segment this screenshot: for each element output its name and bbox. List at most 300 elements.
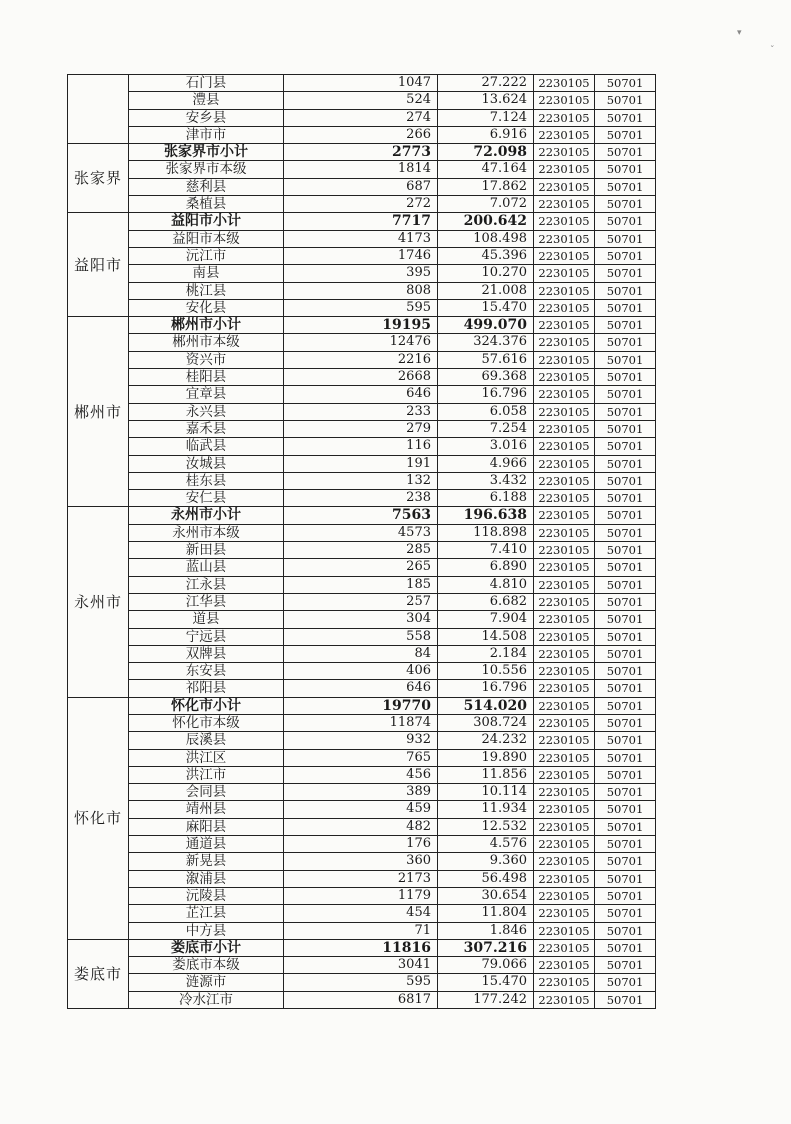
count-cell: 454 [284,905,438,922]
county-name-cell: 桑植县 [129,196,284,213]
county-name-cell: 益阳市本级 [129,230,284,247]
economic-code-cell: 50701 [595,317,656,334]
count-cell: 11874 [284,714,438,731]
table-row [68,714,656,731]
economic-code-cell: 50701 [595,593,656,610]
subject-code-cell: 2230105 [534,853,595,870]
economic-code-cell: 50701 [595,178,656,195]
county-name-cell: 汝城县 [129,455,284,472]
amount-cell: 30.654 [438,887,534,904]
amount-cell: 11.804 [438,905,534,922]
economic-code-cell: 50701 [595,369,656,386]
economic-code-cell: 50701 [595,507,656,524]
county-name-cell: 沅陵县 [129,887,284,904]
city-cell: 张家界 [68,144,129,213]
table-row [68,386,656,403]
subject-code-cell: 2230105 [534,507,595,524]
table-row [68,559,656,576]
count-cell: 765 [284,749,438,766]
city-cell: 怀化市 [68,697,129,939]
economic-code-cell: 50701 [595,455,656,472]
amount-cell: 514.020 [438,697,534,714]
subtotal-row [68,697,656,714]
county-name-cell: 桃江县 [129,282,284,299]
economic-code-cell: 50701 [595,991,656,1008]
count-cell: 595 [284,299,438,316]
economic-code-cell: 50701 [595,438,656,455]
county-name-cell: 益阳市小计 [129,213,284,230]
amount-cell: 79.066 [438,957,534,974]
subject-code-cell: 2230105 [534,922,595,939]
subtotal-row [68,507,656,524]
subject-code-cell: 2230105 [534,109,595,126]
amount-cell: 177.242 [438,991,534,1008]
economic-code-cell: 50701 [595,282,656,299]
economic-code-cell: 50701 [595,663,656,680]
subject-code-cell: 2230105 [534,317,595,334]
table-row [68,109,656,126]
amount-cell: 200.642 [438,213,534,230]
county-name-cell: 靖州县 [129,801,284,818]
county-name-cell: 安化县 [129,299,284,316]
subject-code-cell: 2230105 [534,801,595,818]
economic-code-cell: 50701 [595,161,656,178]
subject-code-cell: 2230105 [534,75,595,92]
economic-code-cell: 50701 [595,265,656,282]
economic-code-cell: 50701 [595,299,656,316]
county-name-cell: 中方县 [129,922,284,939]
county-name-cell: 双牌县 [129,645,284,662]
table-row [68,887,656,904]
economic-code-cell: 50701 [595,334,656,351]
amount-cell: 2.184 [438,645,534,662]
economic-code-cell: 50701 [595,870,656,887]
count-cell: 2668 [284,369,438,386]
subject-code-cell: 2230105 [534,351,595,368]
amount-cell: 24.232 [438,732,534,749]
amount-cell: 307.216 [438,939,534,956]
count-cell: 595 [284,974,438,991]
economic-code-cell: 50701 [595,887,656,904]
amount-cell: 11.934 [438,801,534,818]
count-cell: 285 [284,542,438,559]
subject-code-cell: 2230105 [534,576,595,593]
amount-cell: 6.916 [438,126,534,143]
county-name-cell: 澧县 [129,92,284,109]
county-name-cell: 道县 [129,611,284,628]
count-cell: 1814 [284,161,438,178]
count-cell: 272 [284,196,438,213]
count-cell: 687 [284,178,438,195]
amount-cell: 4.576 [438,836,534,853]
city-cell: 永州市 [68,507,129,697]
count-cell: 12476 [284,334,438,351]
amount-cell: 45.396 [438,247,534,264]
county-name-cell: 娄底市小计 [129,939,284,956]
amount-cell: 57.616 [438,351,534,368]
economic-code-cell: 50701 [595,75,656,92]
amount-cell: 10.556 [438,663,534,680]
count-cell: 7717 [284,213,438,230]
amount-cell: 47.164 [438,161,534,178]
amount-cell: 14.508 [438,628,534,645]
economic-code-cell: 50701 [595,766,656,783]
scan-speck: ▾ [737,28,742,38]
subject-code-cell: 2230105 [534,836,595,853]
amount-cell: 10.270 [438,265,534,282]
county-name-cell: 冷水江市 [129,991,284,1008]
economic-code-cell: 50701 [595,801,656,818]
table-row [68,420,656,437]
subject-code-cell: 2230105 [534,939,595,956]
count-cell: 646 [284,386,438,403]
subject-code-cell: 2230105 [534,386,595,403]
economic-code-cell: 50701 [595,524,656,541]
county-name-cell: 蓝山县 [129,559,284,576]
county-name-cell: 洪江市 [129,766,284,783]
count-cell: 456 [284,766,438,783]
amount-cell: 19.890 [438,749,534,766]
subject-code-cell: 2230105 [534,887,595,904]
table-row [68,766,656,783]
subject-code-cell: 2230105 [534,818,595,835]
count-cell: 360 [284,853,438,870]
table-row [68,196,656,213]
count-cell: 11816 [284,939,438,956]
economic-code-cell: 50701 [595,92,656,109]
count-cell: 646 [284,680,438,697]
amount-cell: 10.114 [438,784,534,801]
amount-cell: 324.376 [438,334,534,351]
table-row [68,974,656,991]
economic-code-cell: 50701 [595,784,656,801]
count-cell: 4173 [284,230,438,247]
county-name-cell: 宜章县 [129,386,284,403]
county-name-cell: 桂东县 [129,472,284,489]
table-row [68,247,656,264]
count-cell: 279 [284,420,438,437]
table-row [68,836,656,853]
county-name-cell: 怀化市本级 [129,714,284,731]
table-row [68,369,656,386]
amount-cell: 72.098 [438,144,534,161]
county-name-cell: 祁阳县 [129,680,284,697]
table-row [68,92,656,109]
economic-code-cell: 50701 [595,697,656,714]
table-row [68,905,656,922]
amount-cell: 4.966 [438,455,534,472]
count-cell: 1179 [284,887,438,904]
county-name-cell: 宁远县 [129,628,284,645]
economic-code-cell: 50701 [595,542,656,559]
subject-code-cell: 2230105 [534,628,595,645]
economic-code-cell: 50701 [595,247,656,264]
economic-code-cell: 50701 [595,939,656,956]
subject-code-cell: 2230105 [534,455,595,472]
economic-code-cell: 50701 [595,974,656,991]
table-row [68,593,656,610]
amount-cell: 196.638 [438,507,534,524]
economic-code-cell: 50701 [595,836,656,853]
city-cell: 益阳市 [68,213,129,317]
count-cell: 238 [284,490,438,507]
table-row [68,957,656,974]
subject-code-cell: 2230105 [534,645,595,662]
amount-cell: 3.432 [438,472,534,489]
table-row [68,403,656,420]
table-row [68,524,656,541]
subject-code-cell: 2230105 [534,784,595,801]
economic-code-cell: 50701 [595,144,656,161]
subject-code-cell: 2230105 [534,403,595,420]
city-cell [68,75,129,144]
county-name-cell: 永兴县 [129,403,284,420]
subject-code-cell: 2230105 [534,299,595,316]
table-row [68,853,656,870]
table-row [68,230,656,247]
table-row [68,749,656,766]
scan-speck: ˇ [770,46,775,56]
subtotal-row [68,317,656,334]
county-name-cell: 郴州市本级 [129,334,284,351]
county-name-cell: 临武县 [129,438,284,455]
amount-cell: 7.072 [438,196,534,213]
subject-code-cell: 2230105 [534,559,595,576]
table-row [68,801,656,818]
amount-cell: 16.796 [438,386,534,403]
county-name-cell: 辰溪县 [129,732,284,749]
economic-code-cell: 50701 [595,645,656,662]
economic-code-cell: 50701 [595,109,656,126]
amount-cell: 17.862 [438,178,534,195]
table-row [68,490,656,507]
economic-code-cell: 50701 [595,749,656,766]
county-name-cell: 新田县 [129,542,284,559]
economic-code-cell: 50701 [595,213,656,230]
table-row [68,472,656,489]
count-cell: 116 [284,438,438,455]
table-row [68,75,656,92]
economic-code-cell: 50701 [595,628,656,645]
count-cell: 266 [284,126,438,143]
economic-code-cell: 50701 [595,351,656,368]
count-cell: 265 [284,559,438,576]
table-row [68,282,656,299]
count-cell: 6817 [284,991,438,1008]
allocation-table-body [68,75,656,1009]
subject-code-cell: 2230105 [534,611,595,628]
amount-cell: 6.058 [438,403,534,420]
subject-code-cell: 2230105 [534,282,595,299]
amount-cell: 4.810 [438,576,534,593]
amount-cell: 6.682 [438,593,534,610]
table-row [68,178,656,195]
county-name-cell: 溆浦县 [129,870,284,887]
amount-cell: 6.188 [438,490,534,507]
count-cell: 19195 [284,317,438,334]
count-cell: 191 [284,455,438,472]
county-name-cell: 麻阳县 [129,818,284,835]
subject-code-cell: 2230105 [534,472,595,489]
amount-cell: 56.498 [438,870,534,887]
subject-code-cell: 2230105 [534,732,595,749]
table-row [68,299,656,316]
economic-code-cell: 50701 [595,420,656,437]
county-name-cell: 会同县 [129,784,284,801]
table-row [68,334,656,351]
count-cell: 1047 [284,75,438,92]
subject-code-cell: 2230105 [534,92,595,109]
county-name-cell: 新晃县 [129,853,284,870]
county-name-cell: 东安县 [129,663,284,680]
table-row [68,870,656,887]
amount-cell: 21.008 [438,282,534,299]
subject-code-cell: 2230105 [534,905,595,922]
city-cell: 郴州市 [68,317,129,507]
subject-code-cell: 2230105 [534,196,595,213]
subject-code-cell: 2230105 [534,524,595,541]
economic-code-cell: 50701 [595,957,656,974]
table-row [68,784,656,801]
economic-code-cell: 50701 [595,403,656,420]
count-cell: 176 [284,836,438,853]
table-row [68,628,656,645]
count-cell: 257 [284,593,438,610]
amount-cell: 499.070 [438,317,534,334]
subject-code-cell: 2230105 [534,126,595,143]
economic-code-cell: 50701 [595,680,656,697]
economic-code-cell: 50701 [595,732,656,749]
county-name-cell: 洪江区 [129,749,284,766]
subject-code-cell: 2230105 [534,144,595,161]
county-name-cell: 南县 [129,265,284,282]
table-row [68,126,656,143]
subtotal-row [68,939,656,956]
subject-code-cell: 2230105 [534,957,595,974]
count-cell: 1746 [284,247,438,264]
count-cell: 389 [284,784,438,801]
county-name-cell: 慈利县 [129,178,284,195]
count-cell: 482 [284,818,438,835]
subject-code-cell: 2230105 [534,334,595,351]
county-name-cell: 芷江县 [129,905,284,922]
count-cell: 304 [284,611,438,628]
county-name-cell: 娄底市本级 [129,957,284,974]
subject-code-cell: 2230105 [534,369,595,386]
county-name-cell: 津市市 [129,126,284,143]
amount-cell: 7.124 [438,109,534,126]
count-cell: 932 [284,732,438,749]
economic-code-cell: 50701 [595,611,656,628]
economic-code-cell: 50701 [595,196,656,213]
county-name-cell: 郴州市小计 [129,317,284,334]
count-cell: 3041 [284,957,438,974]
amount-cell: 1.846 [438,922,534,939]
table-row [68,922,656,939]
amount-cell: 11.856 [438,766,534,783]
economic-code-cell: 50701 [595,490,656,507]
table-row [68,818,656,835]
subject-code-cell: 2230105 [534,974,595,991]
economic-code-cell: 50701 [595,576,656,593]
economic-code-cell: 50701 [595,853,656,870]
amount-cell: 9.360 [438,853,534,870]
economic-code-cell: 50701 [595,472,656,489]
count-cell: 2773 [284,144,438,161]
subject-code-cell: 2230105 [534,420,595,437]
amount-cell: 27.222 [438,75,534,92]
table-row [68,265,656,282]
amount-cell: 12.532 [438,818,534,835]
subject-code-cell: 2230105 [534,680,595,697]
amount-cell: 69.368 [438,369,534,386]
subject-code-cell: 2230105 [534,991,595,1008]
economic-code-cell: 50701 [595,559,656,576]
subject-code-cell: 2230105 [534,438,595,455]
subject-code-cell: 2230105 [534,697,595,714]
county-name-cell: 江华县 [129,593,284,610]
amount-cell: 15.470 [438,974,534,991]
amount-cell: 6.890 [438,559,534,576]
count-cell: 406 [284,663,438,680]
table-row [68,991,656,1008]
county-name-cell: 沅江市 [129,247,284,264]
county-name-cell: 张家界市本级 [129,161,284,178]
county-name-cell: 怀化市小计 [129,697,284,714]
economic-code-cell: 50701 [595,230,656,247]
table-row [68,732,656,749]
economic-code-cell: 50701 [595,126,656,143]
count-cell: 7563 [284,507,438,524]
amount-cell: 7.410 [438,542,534,559]
county-name-cell: 嘉禾县 [129,420,284,437]
subject-code-cell: 2230105 [534,230,595,247]
subject-code-cell: 2230105 [534,663,595,680]
count-cell: 459 [284,801,438,818]
economic-code-cell: 50701 [595,714,656,731]
amount-cell: 3.016 [438,438,534,455]
subject-code-cell: 2230105 [534,766,595,783]
count-cell: 4573 [284,524,438,541]
subject-code-cell: 2230105 [534,265,595,282]
amount-cell: 7.254 [438,420,534,437]
table-row [68,611,656,628]
county-name-cell: 张家界市小计 [129,144,284,161]
subject-code-cell: 2230105 [534,178,595,195]
subject-code-cell: 2230105 [534,161,595,178]
subtotal-row [68,144,656,161]
county-name-cell: 永州市小计 [129,507,284,524]
count-cell: 524 [284,92,438,109]
count-cell: 558 [284,628,438,645]
county-name-cell: 安仁县 [129,490,284,507]
county-name-cell: 安乡县 [129,109,284,126]
county-name-cell: 石门县 [129,75,284,92]
table-row [68,455,656,472]
subject-code-cell: 2230105 [534,749,595,766]
amount-cell: 16.796 [438,680,534,697]
count-cell: 2173 [284,870,438,887]
count-cell: 185 [284,576,438,593]
subject-code-cell: 2230105 [534,593,595,610]
county-name-cell: 永州市本级 [129,524,284,541]
county-name-cell: 江永县 [129,576,284,593]
count-cell: 19770 [284,697,438,714]
amount-cell: 108.498 [438,230,534,247]
economic-code-cell: 50701 [595,905,656,922]
allocation-table [67,74,656,1009]
count-cell: 395 [284,265,438,282]
